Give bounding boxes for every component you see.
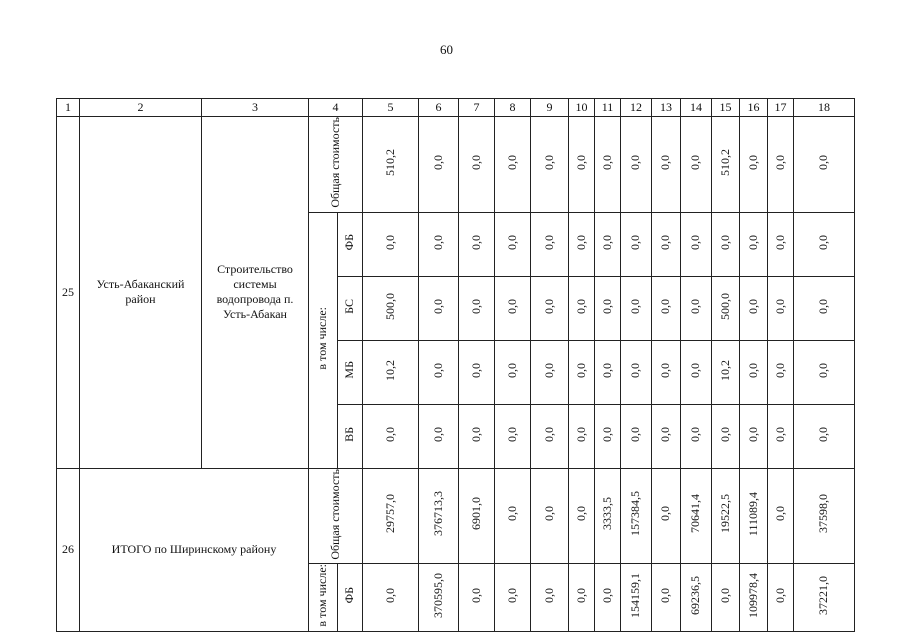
value-cell — [569, 404, 595, 468]
value-cell — [459, 340, 495, 404]
value-cell — [459, 276, 495, 340]
value-cell — [569, 117, 595, 213]
value: 0,0 — [658, 234, 673, 250]
value: 0,0 — [772, 298, 787, 314]
value: 0,0 — [628, 234, 643, 250]
value: 6901,0 — [468, 497, 483, 531]
value: 376713,3 — [430, 491, 445, 537]
table-row — [57, 468, 855, 564]
header-cell — [768, 99, 794, 117]
value: 0,0 — [717, 234, 732, 250]
value-cell — [595, 212, 621, 276]
value-cell — [740, 340, 768, 404]
value-cell — [712, 404, 740, 468]
value: 0,0 — [382, 426, 397, 442]
total-label-cell — [309, 117, 363, 213]
value: 0,0 — [772, 506, 787, 522]
value-cell — [740, 564, 768, 632]
value: 109978,4 — [745, 573, 760, 619]
value: 0,0 — [573, 362, 588, 378]
header-cell — [621, 99, 652, 117]
value-cell — [712, 468, 740, 564]
sub-label-cell — [309, 564, 338, 632]
value: 0,0 — [504, 426, 519, 442]
value: 3333,5 — [599, 497, 614, 531]
value-cell — [740, 276, 768, 340]
value-cell — [569, 276, 595, 340]
value: 370595,0 — [430, 573, 445, 619]
value-cell — [569, 564, 595, 632]
value: 0,0 — [717, 426, 732, 442]
fund-label: ВБ — [342, 426, 357, 442]
value: 0,0 — [772, 234, 787, 250]
value: 0,0 — [599, 588, 614, 604]
value: 157384,5 — [628, 491, 643, 537]
value: 0,0 — [504, 588, 519, 604]
value-cell — [681, 117, 712, 213]
header-cell — [419, 99, 459, 117]
header-label: 18 — [818, 100, 830, 114]
header-label: 6 — [435, 100, 442, 114]
value-cell — [712, 340, 740, 404]
value-cell — [621, 564, 652, 632]
value-cell — [652, 340, 681, 404]
value: 0,0 — [772, 362, 787, 378]
value-cell — [595, 117, 621, 213]
value: 0,0 — [688, 298, 703, 314]
value-cell — [768, 404, 794, 468]
row-number: 26 — [62, 542, 74, 557]
value-cell — [794, 212, 855, 276]
value: 0,0 — [745, 234, 760, 250]
value-cell — [569, 468, 595, 564]
value-cell — [459, 212, 495, 276]
value-cell — [652, 468, 681, 564]
value-cell — [621, 340, 652, 404]
value: 0,0 — [599, 362, 614, 378]
row-number: 25 — [62, 284, 74, 299]
value: 0,0 — [541, 154, 556, 170]
value-cell — [681, 564, 712, 632]
value-cell — [768, 340, 794, 404]
value: 0,0 — [688, 154, 703, 170]
value-cell — [531, 564, 569, 632]
value: 0,0 — [504, 298, 519, 314]
value: 510,2 — [382, 148, 397, 176]
value: 0,0 — [541, 588, 556, 604]
object-cell — [202, 117, 309, 469]
value: 0,0 — [573, 154, 588, 170]
value: 0,0 — [658, 588, 673, 604]
value-cell — [419, 340, 459, 404]
value: 70641,4 — [688, 494, 703, 534]
value-cell — [495, 340, 531, 404]
fund-label: МБ — [342, 361, 357, 379]
value: 0,0 — [504, 506, 519, 522]
value: 0,0 — [628, 362, 643, 378]
header-cell — [595, 99, 621, 117]
value: 0,0 — [541, 506, 556, 522]
header-cell — [712, 99, 740, 117]
value: 19522,5 — [717, 494, 732, 534]
value-cell — [768, 468, 794, 564]
fund-label-cell — [338, 404, 363, 468]
value: 0,0 — [816, 154, 831, 170]
value-cell — [495, 468, 531, 564]
value-cell — [652, 117, 681, 213]
value: 0,0 — [658, 298, 673, 314]
value: 0,0 — [658, 426, 673, 442]
value: 0,0 — [658, 362, 673, 378]
value-cell — [740, 212, 768, 276]
value: 0,0 — [504, 154, 519, 170]
value-cell — [459, 564, 495, 632]
value-cell — [363, 212, 419, 276]
value-cell — [681, 404, 712, 468]
header-cell — [740, 99, 768, 117]
header-label: 17 — [774, 100, 787, 114]
value-cell — [652, 404, 681, 468]
sub-label: в том числе: — [315, 306, 330, 370]
value: 10,2 — [717, 359, 732, 381]
value-cell — [495, 564, 531, 632]
value-cell — [621, 276, 652, 340]
header-label: 8 — [509, 100, 516, 114]
sub-label-cell — [309, 212, 338, 468]
value: 0,0 — [688, 234, 703, 250]
value-cell — [794, 117, 855, 213]
value-cell — [595, 564, 621, 632]
page-number: 60 — [440, 42, 453, 57]
value-cell — [768, 212, 794, 276]
value: 37221,0 — [816, 576, 831, 616]
value-cell — [419, 468, 459, 564]
header-label: 1 — [65, 100, 71, 114]
value: 0,0 — [717, 588, 732, 604]
value: 0,0 — [745, 362, 760, 378]
value-cell — [419, 117, 459, 213]
value-cell — [652, 564, 681, 632]
value: 0,0 — [573, 506, 588, 522]
value: 0,0 — [599, 234, 614, 250]
header-label: 13 — [660, 100, 672, 114]
value: 0,0 — [628, 154, 643, 170]
value-cell — [794, 276, 855, 340]
value-cell — [363, 564, 419, 632]
value-cell — [740, 404, 768, 468]
value-cell — [768, 276, 794, 340]
value: 0,0 — [430, 426, 445, 442]
value-cell — [419, 276, 459, 340]
header-cell — [363, 99, 419, 117]
value-cell — [681, 212, 712, 276]
value: 0,0 — [573, 298, 588, 314]
value: 0,0 — [628, 298, 643, 314]
district-name: Усть-Абаканский район — [96, 277, 185, 307]
header-label: 15 — [719, 100, 732, 114]
header-cell — [202, 99, 309, 117]
fund-label: ФБ — [342, 587, 357, 604]
value: 0,0 — [430, 234, 445, 250]
header-label: 3 — [252, 100, 258, 114]
value-cell — [621, 117, 652, 213]
value-cell — [495, 117, 531, 213]
value-cell — [459, 468, 495, 564]
value-cell — [531, 468, 569, 564]
district-cell — [80, 117, 202, 469]
value-cell — [794, 564, 855, 632]
value-cell — [712, 117, 740, 213]
value: 0,0 — [382, 234, 397, 250]
value: 0,0 — [468, 298, 483, 314]
header-label: 5 — [387, 100, 394, 114]
header-cell — [652, 99, 681, 117]
budget-table — [56, 98, 855, 632]
header-cell — [57, 99, 80, 117]
value-cell — [681, 340, 712, 404]
header-cell — [794, 99, 855, 117]
header-cell — [459, 99, 495, 117]
value-cell — [768, 117, 794, 213]
value: 0,0 — [688, 426, 703, 442]
value: 0,0 — [772, 588, 787, 604]
value: 0,0 — [816, 426, 831, 442]
header-cell — [531, 99, 569, 117]
total-label: Общая стоимость — [327, 117, 342, 208]
row-number-cell — [57, 468, 80, 631]
header-cell — [309, 99, 363, 117]
value-cell — [459, 404, 495, 468]
value-cell — [712, 564, 740, 632]
header-label: 10 — [575, 100, 588, 114]
value: 0,0 — [541, 234, 556, 250]
fund-label: ФБ — [342, 233, 357, 251]
value: 0,0 — [745, 426, 760, 442]
value-cell — [363, 117, 419, 213]
value: 0,0 — [430, 298, 445, 314]
value: 0,0 — [772, 154, 787, 170]
header-cell — [80, 99, 202, 117]
value: 0,0 — [599, 298, 614, 314]
value: 154159,1 — [628, 573, 643, 619]
value-cell — [740, 117, 768, 213]
header-cell — [495, 99, 531, 117]
value: 0,0 — [573, 426, 588, 442]
value-cell — [621, 468, 652, 564]
value-cell — [495, 276, 531, 340]
value: 0,0 — [468, 588, 483, 604]
value: 111089,4 — [745, 491, 760, 537]
value-cell — [621, 212, 652, 276]
value-cell — [652, 212, 681, 276]
value-cell — [569, 212, 595, 276]
value-cell — [595, 276, 621, 340]
value: 0,0 — [816, 234, 831, 250]
value: 10,2 — [382, 359, 397, 381]
value: 0,0 — [816, 298, 831, 314]
header-label: 2 — [137, 100, 144, 114]
value-cell — [531, 404, 569, 468]
value-cell — [531, 212, 569, 276]
value: 0,0 — [745, 154, 760, 170]
header-label: 16 — [747, 100, 760, 114]
header-cell — [569, 99, 595, 117]
value-cell — [569, 340, 595, 404]
header-label: 11 — [601, 100, 614, 114]
value: 69236,5 — [688, 576, 703, 616]
value-cell — [794, 340, 855, 404]
value-cell — [712, 212, 740, 276]
value: 0,0 — [745, 298, 760, 314]
header-label: 12 — [630, 100, 642, 114]
value-cell — [595, 404, 621, 468]
value-cell — [363, 468, 419, 564]
value: 29757,0 — [382, 494, 397, 534]
header-cell — [681, 99, 712, 117]
value: 500,0 — [717, 292, 732, 320]
header-label: 14 — [690, 100, 702, 114]
value-cell — [459, 117, 495, 213]
fund-label-cell — [338, 276, 363, 340]
value: 0,0 — [772, 426, 787, 442]
value-cell — [363, 276, 419, 340]
fund-label: БС — [342, 298, 357, 314]
value-cell — [794, 404, 855, 468]
fund-label-cell — [338, 340, 363, 404]
value-cell — [681, 276, 712, 340]
value: 0,0 — [573, 234, 588, 250]
value: 0,0 — [468, 234, 483, 250]
value: 0,0 — [628, 426, 643, 442]
total-title-cell — [80, 468, 309, 631]
value-cell — [740, 468, 768, 564]
value: 0,0 — [430, 362, 445, 378]
value-cell — [531, 117, 569, 213]
row-number-cell — [57, 117, 80, 469]
sub-label: в том числе: — [315, 564, 330, 627]
value: 0,0 — [599, 426, 614, 442]
value-cell — [595, 340, 621, 404]
value: 0,0 — [658, 154, 673, 170]
value: 0,0 — [599, 154, 614, 170]
value-cell — [363, 404, 419, 468]
header-label: 4 — [332, 100, 339, 114]
object-name: Строительство системы водопровода п. Усть-Абакан — [216, 262, 294, 322]
value: 0,0 — [468, 362, 483, 378]
value-cell — [419, 564, 459, 632]
value: 37598,0 — [816, 494, 831, 534]
header-label: 9 — [546, 100, 553, 114]
header-row — [57, 99, 855, 117]
value: 510,2 — [717, 148, 732, 176]
total-label: Общая стоимость — [327, 468, 342, 560]
value-cell — [531, 276, 569, 340]
value: 0,0 — [430, 154, 445, 170]
value-cell — [621, 404, 652, 468]
fund-label-cell — [338, 212, 363, 276]
value-cell — [768, 564, 794, 632]
header-label: 7 — [473, 100, 480, 114]
fund-label-cell — [338, 564, 363, 632]
value: 0,0 — [541, 426, 556, 442]
value: 0,0 — [541, 298, 556, 314]
value-cell — [595, 468, 621, 564]
value-cell — [495, 404, 531, 468]
value: 500,0 — [382, 292, 397, 320]
value: 0,0 — [504, 362, 519, 378]
value-cell — [681, 468, 712, 564]
value-cell — [794, 468, 855, 564]
value: 0,0 — [382, 588, 397, 604]
value: 0,0 — [688, 362, 703, 378]
value-cell — [712, 276, 740, 340]
value-cell — [419, 404, 459, 468]
value-cell — [531, 340, 569, 404]
value: 0,0 — [573, 588, 588, 604]
value: 0,0 — [504, 234, 519, 250]
total-label-cell — [309, 468, 363, 564]
value: 0,0 — [658, 506, 673, 522]
table-row — [57, 117, 855, 213]
value: 0,0 — [816, 362, 831, 378]
value-cell — [363, 340, 419, 404]
value: 0,0 — [541, 362, 556, 378]
value: 0,0 — [468, 426, 483, 442]
value-cell — [495, 212, 531, 276]
value: 0,0 — [468, 154, 483, 170]
value-cell — [652, 276, 681, 340]
total-title: ИТОГО по Ширинскому району — [111, 542, 277, 557]
value-cell — [419, 212, 459, 276]
